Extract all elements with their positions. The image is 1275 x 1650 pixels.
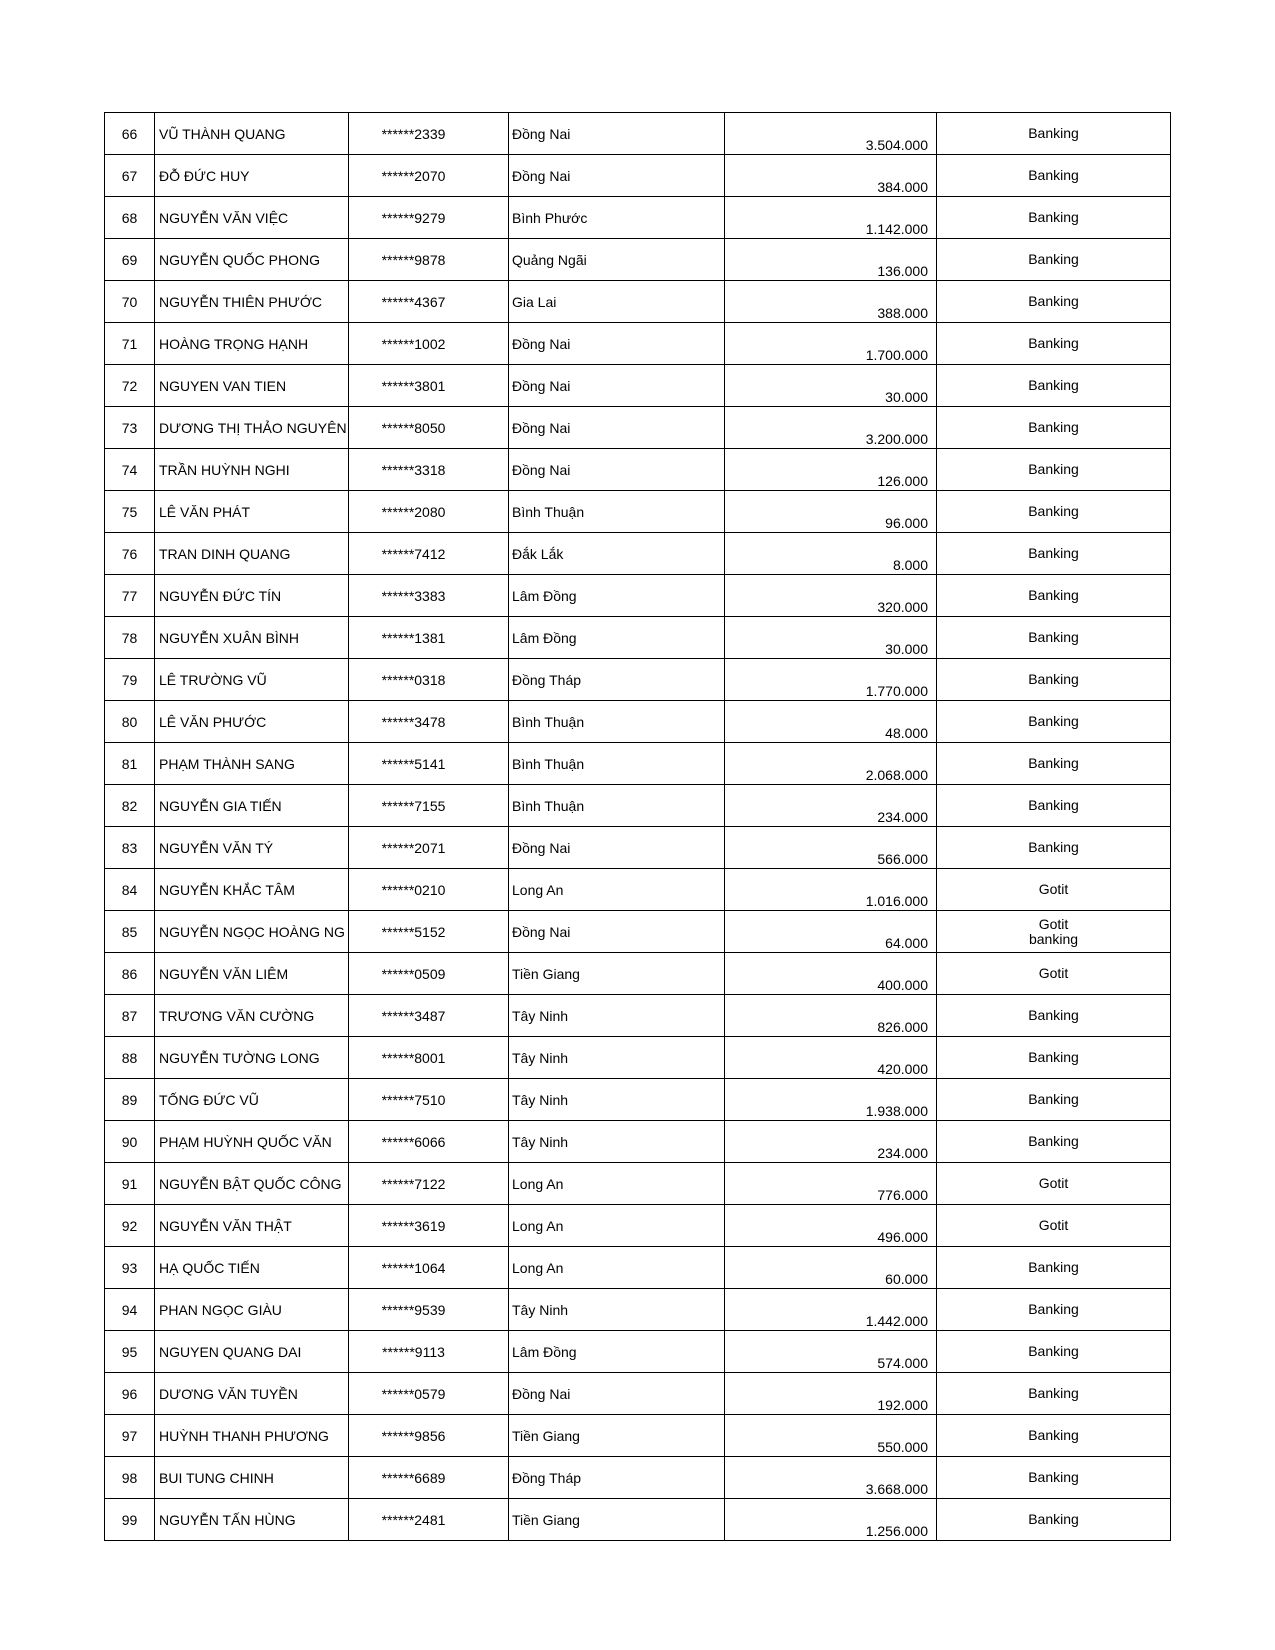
masked-id-cell: ******0210 — [349, 869, 509, 911]
masked-id-cell: ******2070 — [349, 155, 509, 197]
masked-id-cell: ******9856 — [349, 1415, 509, 1457]
province-cell: Tiền Giang — [509, 1415, 725, 1457]
table-row — [105, 533, 1171, 575]
recipient-name-cell: PHẠM THÀNH SANG — [155, 743, 349, 785]
table-row — [105, 365, 1171, 407]
masked-id-cell: ******3801 — [349, 365, 509, 407]
province-cell: Long An — [509, 1205, 725, 1247]
payment-method-cell: Banking — [937, 1121, 1171, 1163]
amount-cell: 3.668.000 — [725, 1457, 937, 1499]
payment-method-cell: Banking — [937, 1415, 1171, 1457]
row-number-cell: 77 — [105, 575, 155, 617]
payment-method-cell: Banking — [937, 1457, 1171, 1499]
recipient-name-cell: TỐNG ĐỨC VŨ — [155, 1079, 349, 1121]
row-number-cell: 85 — [105, 911, 155, 953]
table-row — [105, 827, 1171, 869]
province-cell: Tiền Giang — [509, 953, 725, 995]
recipient-name-cell: PHAN NGỌC GIÀU — [155, 1289, 349, 1331]
row-number-cell: 71 — [105, 323, 155, 365]
masked-id-cell: ******3478 — [349, 701, 509, 743]
table-row — [105, 995, 1171, 1037]
masked-id-cell: ******2339 — [349, 113, 509, 155]
recipient-name-cell: PHẠM HUỲNH QUỐC VĂN — [155, 1121, 349, 1163]
table-row — [105, 1289, 1171, 1331]
masked-id-cell: ******7122 — [349, 1163, 509, 1205]
row-number-cell: 73 — [105, 407, 155, 449]
masked-id-cell: ******9113 — [349, 1331, 509, 1373]
province-cell: Long An — [509, 1163, 725, 1205]
amount-cell: 1.938.000 — [725, 1079, 937, 1121]
province-cell: Đồng Nai — [509, 449, 725, 491]
amount-cell: 1.700.000 — [725, 323, 937, 365]
amount-cell: 2.068.000 — [725, 743, 937, 785]
recipient-name-cell: LÊ TRƯỜNG VŨ — [155, 659, 349, 701]
amount-cell: 1.442.000 — [725, 1289, 937, 1331]
province-cell: Bình Thuận — [509, 785, 725, 827]
masked-id-cell: ******0509 — [349, 953, 509, 995]
row-number-cell: 66 — [105, 113, 155, 155]
recipient-name-cell: LÊ VĂN PHÁT — [155, 491, 349, 533]
recipient-name-cell: VŨ THÀNH QUANG — [155, 113, 349, 155]
table-row — [105, 1163, 1171, 1205]
table-row — [105, 1247, 1171, 1289]
row-number-cell: 90 — [105, 1121, 155, 1163]
province-cell: Đắk Lắk — [509, 533, 725, 575]
recipient-table — [104, 112, 1171, 1541]
recipient-name-cell: DƯƠNG THỊ THẢO NGUYÊN — [155, 407, 349, 449]
row-number-cell: 81 — [105, 743, 155, 785]
row-number-cell: 70 — [105, 281, 155, 323]
recipient-name-cell: NGUYỄN VĂN TÝ — [155, 827, 349, 869]
recipient-name-cell: NGUYỄN VĂN VIỆC — [155, 197, 349, 239]
payment-method-cell: Banking — [937, 407, 1171, 449]
payment-method-cell: Banking — [937, 743, 1171, 785]
payment-method-cell: Banking — [937, 575, 1171, 617]
row-number-cell: 88 — [105, 1037, 155, 1079]
masked-id-cell: ******3318 — [349, 449, 509, 491]
recipient-name-cell: NGUYEN VAN TIEN — [155, 365, 349, 407]
amount-cell: 550.000 — [725, 1415, 937, 1457]
recipient-name-cell: NGUYỄN TẤN HÙNG — [155, 1499, 349, 1541]
province-cell: Quảng Ngãi — [509, 239, 725, 281]
masked-id-cell: ******1064 — [349, 1247, 509, 1289]
amount-cell: 496.000 — [725, 1205, 937, 1247]
recipient-name-cell: HUỲNH THANH PHƯƠNG — [155, 1415, 349, 1457]
payment-method-cell: Banking — [937, 1037, 1171, 1079]
payment-method-cell: Gotit — [937, 1163, 1171, 1205]
recipient-name-cell: NGUYEN QUANG DAI — [155, 1331, 349, 1373]
row-number-cell: 82 — [105, 785, 155, 827]
masked-id-cell: ******2080 — [349, 491, 509, 533]
row-number-cell: 99 — [105, 1499, 155, 1541]
masked-id-cell: ******1002 — [349, 323, 509, 365]
amount-cell: 3.504.000 — [725, 113, 937, 155]
row-number-cell: 76 — [105, 533, 155, 575]
masked-id-cell: ******8050 — [349, 407, 509, 449]
province-cell: Bình Thuận — [509, 743, 725, 785]
row-number-cell: 67 — [105, 155, 155, 197]
masked-id-cell: ******5152 — [349, 911, 509, 953]
amount-cell: 234.000 — [725, 785, 937, 827]
table-row — [105, 1121, 1171, 1163]
masked-id-cell: ******1381 — [349, 617, 509, 659]
recipient-name-cell: NGUYỄN KHẮC TÂM — [155, 869, 349, 911]
masked-id-cell: ******3383 — [349, 575, 509, 617]
table-row — [105, 869, 1171, 911]
table-row — [105, 1079, 1171, 1121]
recipient-name-cell: HẠ QUỐC TIẾN — [155, 1247, 349, 1289]
masked-id-cell: ******8001 — [349, 1037, 509, 1079]
row-number-cell: 92 — [105, 1205, 155, 1247]
province-cell: Tây Ninh — [509, 995, 725, 1037]
amount-cell: 96.000 — [725, 491, 937, 533]
row-number-cell: 89 — [105, 1079, 155, 1121]
row-number-cell: 72 — [105, 365, 155, 407]
payment-method-cell: Banking — [937, 827, 1171, 869]
table-row — [105, 953, 1171, 995]
row-number-cell: 87 — [105, 995, 155, 1037]
table-row — [105, 1415, 1171, 1457]
row-number-cell: 84 — [105, 869, 155, 911]
province-cell: Đồng Nai — [509, 911, 725, 953]
payment-method-cell: Banking — [937, 617, 1171, 659]
payment-method-cell: Banking — [937, 701, 1171, 743]
masked-id-cell: ******6689 — [349, 1457, 509, 1499]
recipient-name-cell: TRƯƠNG VĂN CƯỜNG — [155, 995, 349, 1037]
masked-id-cell: ******3487 — [349, 995, 509, 1037]
amount-cell: 48.000 — [725, 701, 937, 743]
row-number-cell: 93 — [105, 1247, 155, 1289]
amount-cell: 1.770.000 — [725, 659, 937, 701]
payment-method-cell: Gotit — [937, 953, 1171, 995]
table-row — [105, 785, 1171, 827]
province-cell: Tây Ninh — [509, 1037, 725, 1079]
table-row — [105, 281, 1171, 323]
recipient-name-cell: NGUYỄN TƯỜNG LONG — [155, 1037, 349, 1079]
masked-id-cell: ******9279 — [349, 197, 509, 239]
payment-method-cell: Banking — [937, 281, 1171, 323]
province-cell: Bình Thuận — [509, 701, 725, 743]
table-row — [105, 155, 1171, 197]
province-cell: Đồng Nai — [509, 407, 725, 449]
table-row — [105, 113, 1171, 155]
province-cell: Tây Ninh — [509, 1289, 725, 1331]
payment-method-cell: Banking — [937, 323, 1171, 365]
payment-method-cell: Banking — [937, 1289, 1171, 1331]
amount-cell: 3.200.000 — [725, 407, 937, 449]
province-cell: Long An — [509, 869, 725, 911]
payment-method-cell: Banking — [937, 239, 1171, 281]
payment-method-cell: Banking — [937, 1247, 1171, 1289]
amount-cell: 388.000 — [725, 281, 937, 323]
payment-method-cell: Banking — [937, 1373, 1171, 1415]
row-number-cell: 94 — [105, 1289, 155, 1331]
payment-method-cell: Banking — [937, 491, 1171, 533]
amount-cell: 320.000 — [725, 575, 937, 617]
row-number-cell: 75 — [105, 491, 155, 533]
payment-method-cell: Banking — [937, 449, 1171, 491]
amount-cell: 420.000 — [725, 1037, 937, 1079]
amount-cell: 126.000 — [725, 449, 937, 491]
recipient-name-cell: TRẦN HUỲNH NGHI — [155, 449, 349, 491]
row-number-cell: 79 — [105, 659, 155, 701]
amount-cell: 1.256.000 — [725, 1499, 937, 1541]
amount-cell: 234.000 — [725, 1121, 937, 1163]
amount-cell: 384.000 — [725, 155, 937, 197]
masked-id-cell: ******5141 — [349, 743, 509, 785]
row-number-cell: 78 — [105, 617, 155, 659]
payment-method-cell: Gotit — [937, 869, 1171, 911]
row-number-cell: 86 — [105, 953, 155, 995]
recipient-name-cell: BUI TUNG CHINH — [155, 1457, 349, 1499]
masked-id-cell: ******9539 — [349, 1289, 509, 1331]
amount-cell: 30.000 — [725, 617, 937, 659]
row-number-cell: 80 — [105, 701, 155, 743]
row-number-cell: 69 — [105, 239, 155, 281]
province-cell: Bình Thuận — [509, 491, 725, 533]
province-cell: Đồng Nai — [509, 1373, 725, 1415]
amount-cell: 1.016.000 — [725, 869, 937, 911]
masked-id-cell: ******0318 — [349, 659, 509, 701]
payment-method-cell: Banking — [937, 1499, 1171, 1541]
amount-cell: 30.000 — [725, 365, 937, 407]
amount-cell: 400.000 — [725, 953, 937, 995]
table-row — [105, 491, 1171, 533]
masked-id-cell: ******3619 — [349, 1205, 509, 1247]
row-number-cell: 95 — [105, 1331, 155, 1373]
row-number-cell: 74 — [105, 449, 155, 491]
table-row — [105, 1037, 1171, 1079]
recipient-name-cell: DƯƠNG VĂN TUYỀN — [155, 1373, 349, 1415]
amount-cell: 8.000 — [725, 533, 937, 575]
masked-id-cell: ******0579 — [349, 1373, 509, 1415]
province-cell: Đồng Nai — [509, 365, 725, 407]
table-row — [105, 1457, 1171, 1499]
masked-id-cell: ******2481 — [349, 1499, 509, 1541]
masked-id-cell: ******2071 — [349, 827, 509, 869]
row-number-cell: 83 — [105, 827, 155, 869]
payment-method-cell: Banking — [937, 995, 1171, 1037]
payment-method-cell: Banking — [937, 533, 1171, 575]
recipient-name-cell: NGUYỄN ĐỨC TÍN — [155, 575, 349, 617]
masked-id-cell: ******7155 — [349, 785, 509, 827]
amount-cell: 136.000 — [725, 239, 937, 281]
row-number-cell: 98 — [105, 1457, 155, 1499]
payment-method-cell: Gotit — [937, 1205, 1171, 1247]
amount-cell: 64.000 — [725, 911, 937, 953]
table-row — [105, 449, 1171, 491]
province-cell: Đồng Nai — [509, 113, 725, 155]
recipient-name-cell: NGUYỄN VĂN LIÊM — [155, 953, 349, 995]
recipient-name-cell: NGUYỄN XUÂN BÌNH — [155, 617, 349, 659]
table-row — [105, 701, 1171, 743]
recipient-name-cell: HOÀNG TRỌNG HẠNH — [155, 323, 349, 365]
table-row — [105, 197, 1171, 239]
recipient-name-cell: NGUYỄN THIÊN PHƯỚC — [155, 281, 349, 323]
payment-method-cell: Gotit banking — [937, 911, 1171, 953]
masked-id-cell: ******4367 — [349, 281, 509, 323]
masked-id-cell: ******7510 — [349, 1079, 509, 1121]
table-row — [105, 575, 1171, 617]
row-number-cell: 96 — [105, 1373, 155, 1415]
payment-method-cell: Banking — [937, 1331, 1171, 1373]
table-row — [105, 1373, 1171, 1415]
table-row — [105, 911, 1171, 953]
province-cell: Tiền Giang — [509, 1499, 725, 1541]
table-row — [105, 1205, 1171, 1247]
payment-method-cell: Banking — [937, 365, 1171, 407]
row-number-cell: 97 — [105, 1415, 155, 1457]
masked-id-cell: ******7412 — [349, 533, 509, 575]
payment-method-cell: Banking — [937, 113, 1171, 155]
recipient-name-cell: LÊ VĂN PHƯỚC — [155, 701, 349, 743]
payment-method-cell: Banking — [937, 1079, 1171, 1121]
amount-cell: 826.000 — [725, 995, 937, 1037]
payment-method-cell: Banking — [937, 785, 1171, 827]
province-cell: Đồng Tháp — [509, 1457, 725, 1499]
recipient-name-cell: TRAN DINH QUANG — [155, 533, 349, 575]
recipient-name-cell: NGUYỄN VĂN THẬT — [155, 1205, 349, 1247]
table-row — [105, 659, 1171, 701]
masked-id-cell: ******6066 — [349, 1121, 509, 1163]
table-row — [105, 323, 1171, 365]
row-number-cell: 91 — [105, 1163, 155, 1205]
table-body — [105, 113, 1171, 1541]
province-cell: Bình Phước — [509, 197, 725, 239]
amount-cell: 60.000 — [725, 1247, 937, 1289]
province-cell: Đồng Nai — [509, 827, 725, 869]
province-cell: Gia Lai — [509, 281, 725, 323]
row-number-cell: 68 — [105, 197, 155, 239]
province-cell: Lâm Đồng — [509, 1331, 725, 1373]
table-row — [105, 617, 1171, 659]
recipient-name-cell: NGUYỄN BẬT QUỐC CÔNG — [155, 1163, 349, 1205]
province-cell: Tây Ninh — [509, 1121, 725, 1163]
recipient-name-cell: ĐỖ ĐỨC HUY — [155, 155, 349, 197]
province-cell: Lâm Đồng — [509, 617, 725, 659]
payment-method-cell: Banking — [937, 197, 1171, 239]
province-cell: Đồng Nai — [509, 155, 725, 197]
table-row — [105, 1331, 1171, 1373]
table-row — [105, 1499, 1171, 1541]
recipient-name-cell: NGUYỄN QUỐC PHONG — [155, 239, 349, 281]
amount-cell: 776.000 — [725, 1163, 937, 1205]
province-cell: Lâm Đồng — [509, 575, 725, 617]
table-row — [105, 239, 1171, 281]
province-cell: Đồng Tháp — [509, 659, 725, 701]
province-cell: Đồng Nai — [509, 323, 725, 365]
masked-id-cell: ******9878 — [349, 239, 509, 281]
amount-cell: 1.142.000 — [725, 197, 937, 239]
province-cell: Long An — [509, 1247, 725, 1289]
table-row — [105, 407, 1171, 449]
recipient-name-cell: NGUYỄN NGỌC HOÀNG NG — [155, 911, 349, 953]
amount-cell: 566.000 — [725, 827, 937, 869]
recipient-name-cell: NGUYỄN GIA TIẾN — [155, 785, 349, 827]
payment-method-cell: Banking — [937, 155, 1171, 197]
amount-cell: 192.000 — [725, 1373, 937, 1415]
payment-method-cell: Banking — [937, 659, 1171, 701]
amount-cell: 574.000 — [725, 1331, 937, 1373]
province-cell: Tây Ninh — [509, 1079, 725, 1121]
table-row — [105, 743, 1171, 785]
